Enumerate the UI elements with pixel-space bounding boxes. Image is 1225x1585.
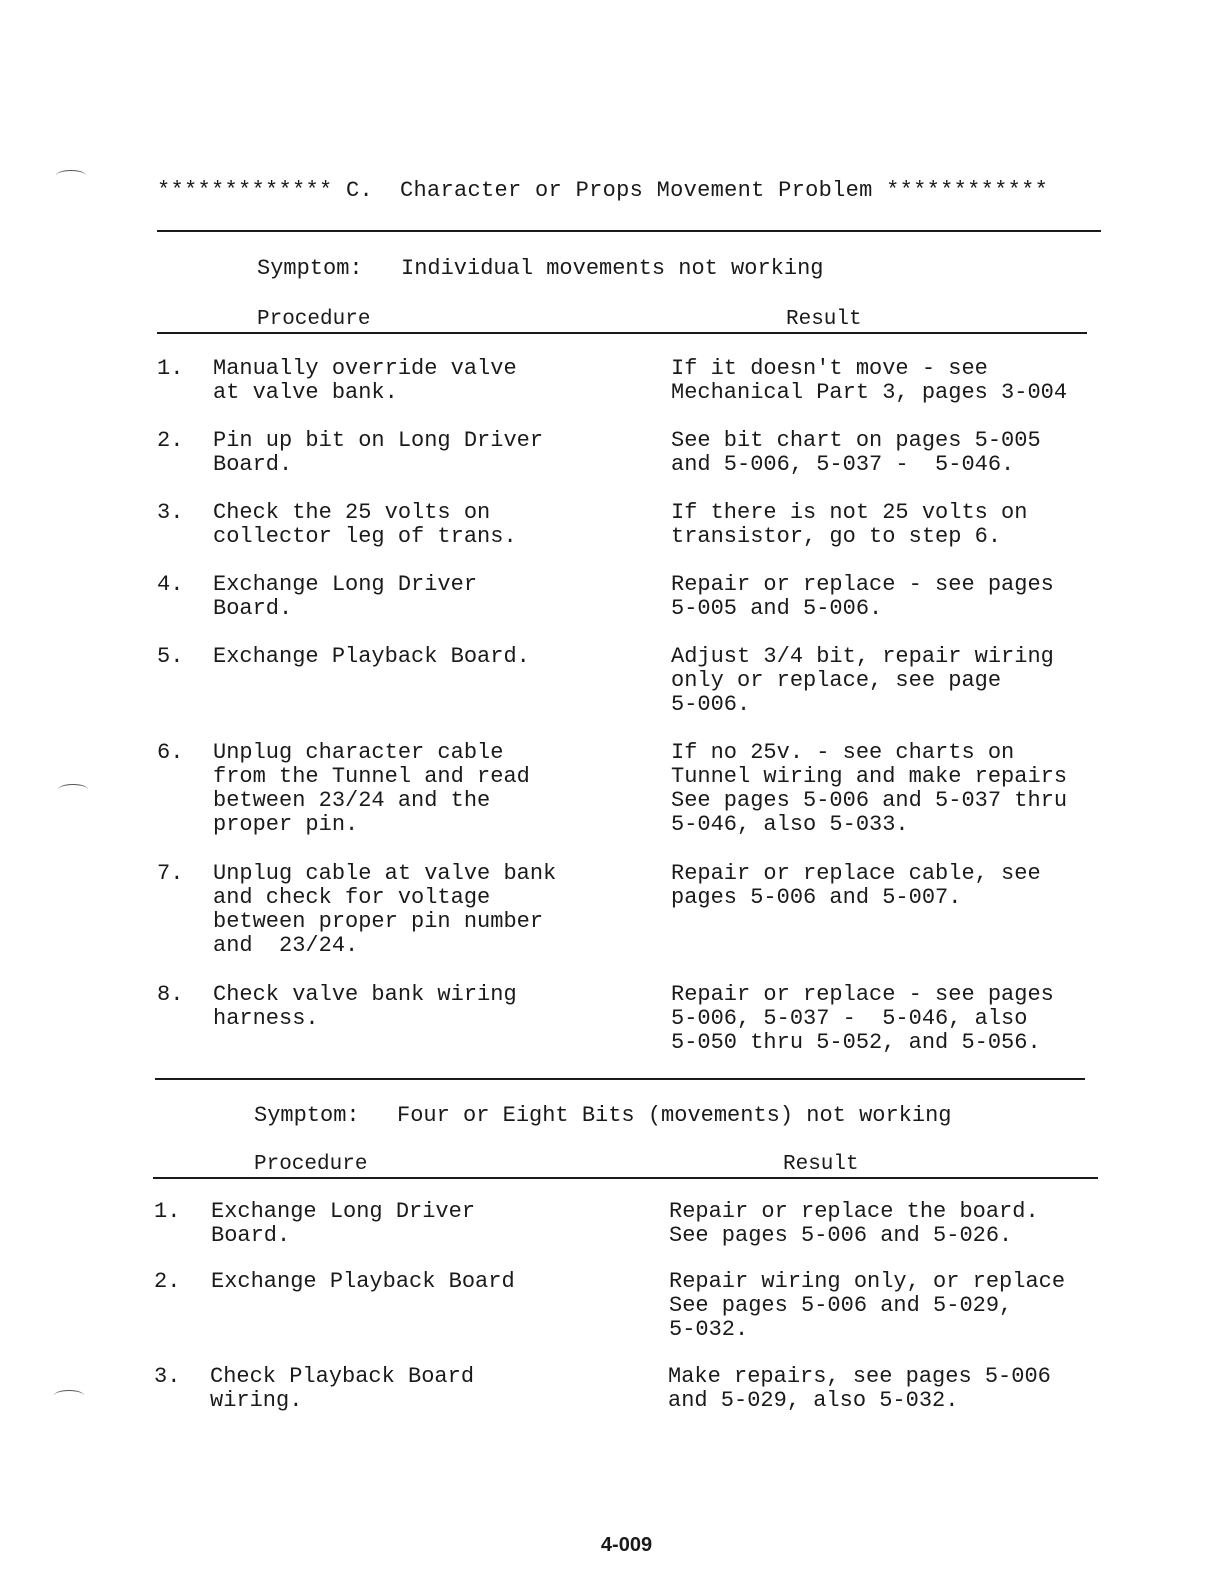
symptom-label: Symptom: [257, 256, 363, 281]
step-result: Repair or replace - see pages 5-005 and 5-006. [671, 572, 1054, 621]
step-procedure: Exchange Playback Board [211, 1269, 515, 1294]
step-procedure: Check valve bank wiring harness. [213, 982, 517, 1031]
step-number: 6. [157, 740, 184, 765]
step-procedure: Pin up bit on Long Driver Board. [213, 428, 544, 477]
step-number: 3. [157, 500, 184, 525]
step-number: 5. [157, 644, 184, 669]
step-procedure: Check Playback Board wiring. [210, 1364, 475, 1413]
step-number: 7. [157, 861, 184, 886]
step-result: Make repairs, see pages 5-006 and 5-029, also 5-032. [668, 1364, 1051, 1413]
section-header: ************* C. Character or Props Movement Problem ************ [157, 178, 1049, 203]
step-procedure: Exchange Long Driver Board. [211, 1199, 476, 1248]
step-number: 2. [154, 1269, 181, 1294]
step-number: 1. [157, 356, 184, 381]
symptom-text: Individual movements not working [401, 256, 824, 281]
step-number: 2. [157, 428, 184, 453]
procedure-column-header: Procedure [257, 308, 371, 331]
step-result: If it doesn't move - see Mechanical Part 3, pages 3-004 [671, 356, 1068, 405]
step-procedure: Exchange Long Driver Board. [213, 572, 478, 621]
header-rule [157, 230, 1101, 232]
step-procedure: Unplug cable at valve bank and check for voltage between proper pin number and 23/24. [213, 861, 557, 958]
step-number: 4. [157, 572, 184, 597]
page-number: 4-009 [600, 1534, 653, 1556]
step-result: If there is not 25 volts on transistor, go to step 6. [671, 500, 1028, 549]
margin-mark [54, 1390, 84, 1401]
symptom-label: Symptom: [254, 1103, 360, 1128]
symptom-text: Four or Eight Bits (movements) not working [397, 1103, 952, 1128]
column-header-rule [157, 332, 1087, 334]
step-procedure: Exchange Playback Board. [213, 644, 530, 669]
column-header-rule [153, 1177, 1098, 1179]
step-procedure: Check the 25 volts on collector leg of trans. [213, 500, 517, 549]
step-procedure: Unplug character cable from the Tunnel and read between 23/24 and the proper pin. [213, 740, 530, 837]
procedure-column-header: Procedure [254, 1153, 368, 1176]
section-divider-rule [155, 1078, 1085, 1080]
result-column-header: Result [786, 308, 862, 331]
step-result: If no 25v. - see charts on Tunnel wiring and make repairs See pages 5-006 and 5-037 thru 5-046, also 5-033. [671, 740, 1068, 837]
step-result: See bit chart on pages 5-005 and 5-006, 5-037 - 5-046. [671, 428, 1041, 477]
step-result: Repair wiring only, or replace See pages 5-006 and 5-029, 5-032. [669, 1269, 1066, 1342]
step-number: 1. [154, 1199, 181, 1224]
step-result: Repair or replace cable, see pages 5-006 and 5-007. [671, 861, 1041, 910]
step-result: Repair or replace - see pages 5-006, 5-037 - 5-046, also 5-050 thru 5-052, and 5-056. [671, 982, 1054, 1055]
step-result: Repair or replace the board. See pages 5-006 and 5-026. [669, 1199, 1039, 1248]
step-number: 8. [157, 982, 184, 1007]
step-number: 3. [154, 1364, 181, 1389]
result-column-header: Result [783, 1153, 859, 1176]
step-procedure: Manually override valve at valve bank. [213, 356, 517, 405]
margin-mark [58, 784, 88, 795]
step-result: Adjust 3/4 bit, repair wiring only or replace, see page 5-006. [671, 644, 1054, 717]
margin-mark [56, 170, 86, 181]
